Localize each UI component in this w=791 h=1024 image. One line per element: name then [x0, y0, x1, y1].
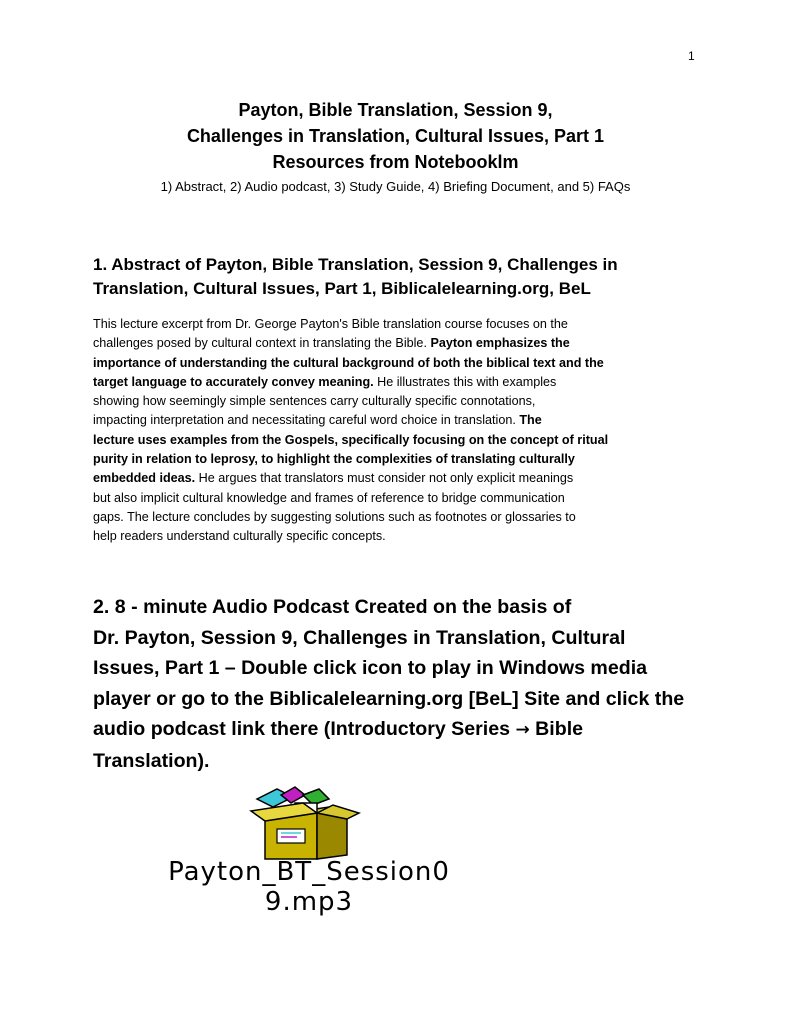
- abstract-line: challenges posed by cultural context in translating the Bible. Payton emphasizes the: [93, 336, 570, 351]
- abstract-line: importance of understanding the cultural background of both the biblical text and the: [93, 355, 604, 370]
- media-filename-line-2: 9.mp3: [264, 887, 354, 917]
- abstract-line: but also implicit cultural knowledge and frames of reference to bridge communication: [93, 490, 565, 505]
- abstract-paragraph: [93, 315, 703, 547]
- media-file-label[interactable]: [93, 857, 525, 917]
- abstract-line: embedded ideas. He argues that translators must consider not only explicit meanings: [93, 471, 574, 486]
- media-filename-line-1: Payton_BT_Session0: [168, 857, 450, 887]
- document-title-line-1: Payton, Bible Translation, Session 9,: [238, 100, 553, 120]
- section-2-heading-line: Issues, Part 1 – Double click icon to play in Windows media: [93, 657, 648, 679]
- arrow-right-icon: →: [515, 720, 530, 740]
- section-2-heading-line: 2. 8 - minute Audio Podcast Created on the basis of: [93, 596, 572, 618]
- abstract-line: showing how seemingly simple sentences carry culturally specific connotations,: [93, 394, 536, 409]
- abstract-line: target language to accurately convey meaning. He illustrates this with examples: [93, 374, 557, 389]
- section-2-heading: [93, 592, 713, 776]
- document-title-line-3: Resources from Notebooklm: [272, 152, 519, 172]
- media-package-icon[interactable]: [247, 785, 367, 861]
- abstract-line: impacting interpretation and necessitating careful word choice in translation. The: [93, 413, 542, 428]
- document-subtitle: 1) Abstract, 2) Audio podcast, 3) Study Guide, 4) Briefing Document, and 5) FAQs: [160, 179, 631, 194]
- section-1-heading-line-1: 1. Abstract of Payton, Bible Translation, Session 9, Challenges in: [93, 255, 618, 274]
- abstract-line: lecture uses examples from the Gospels, specifically focusing on the concept of ritual: [93, 432, 609, 447]
- page-number: 1: [688, 49, 695, 63]
- document-title-line-2: Challenges in Translation, Cultural Issues, Part 1: [186, 126, 605, 146]
- section-2-heading-line: audio podcast link there (Introductory Series → Bible: [93, 714, 713, 746]
- title-block: [0, 97, 791, 197]
- section-1-heading-line-2: Translation, Cultural Issues, Part 1, Biblicalelearning.org, BeL: [93, 279, 591, 298]
- section-2-heading-line: Dr. Payton, Session 9, Challenges in Translation, Cultural: [93, 626, 626, 649]
- abstract-line: This lecture excerpt from Dr. George Payton's Bible translation course focuses on the: [93, 317, 568, 331]
- section-1-heading: [93, 253, 713, 301]
- section-2-heading-line: Translation).: [93, 749, 210, 772]
- abstract-line: help readers understand culturally specific concepts.: [93, 529, 386, 544]
- abstract-line: purity in relation to leprosy, to highlight the complexities of translating culturally: [93, 452, 575, 467]
- section-2-heading-line: player or go to the Biblicalelearning.org [BeL] Site and click the: [93, 687, 685, 710]
- abstract-line: gaps. The lecture concludes by suggesting solutions such as footnotes or glossaries to: [93, 509, 576, 524]
